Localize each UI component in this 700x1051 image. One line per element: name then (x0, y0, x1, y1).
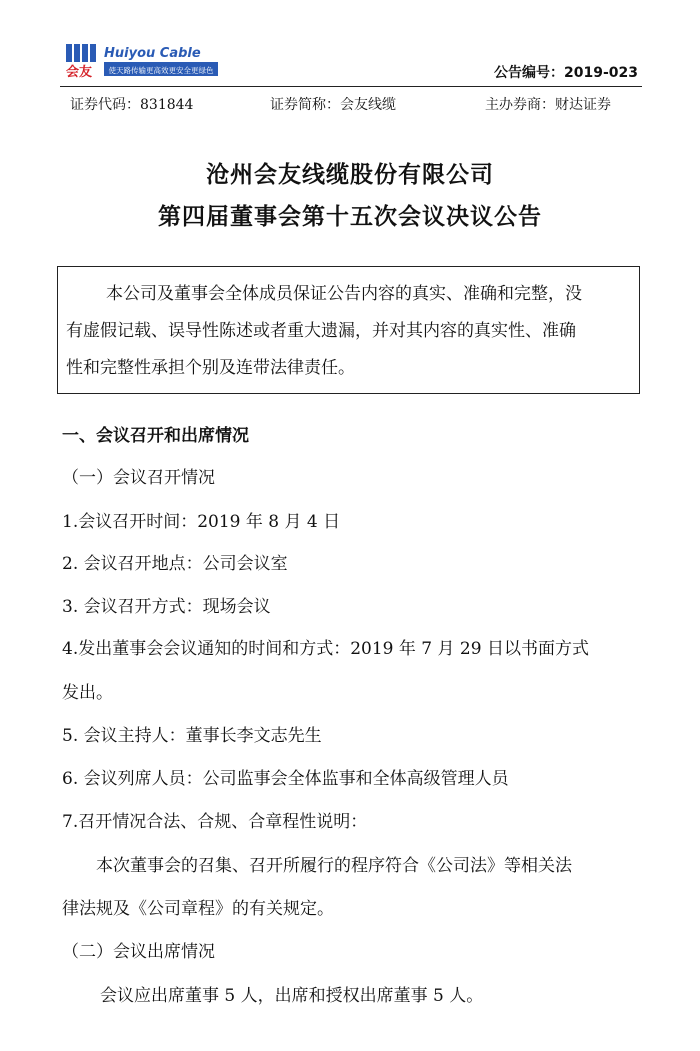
sponsor-broker: 主办券商：财达证券 (485, 97, 611, 113)
logo-brand-text: Huiyou Cable (104, 46, 201, 61)
notice-time-method-cont: 发出。 (62, 683, 113, 703)
header-divider (60, 86, 642, 87)
meeting-attendees: 6. 会议列席人员：公司监事会全体监事和全体高级管理人员 (62, 769, 509, 789)
subsection-heading: （二）会议出席情况 (62, 942, 215, 962)
notice-time-method: 4.发出董事会会议通知的时间和方式：2019 年 7 月 29 日以书面方式 (62, 639, 589, 659)
meeting-method: 3. 会议召开方式：现场会议 (62, 597, 271, 617)
compliance-paragraph: 本次董事会的召集、召开所履行的程序符合《公司法》等相关法 (96, 856, 572, 876)
section-heading: 一、会议召开和出席情况 (62, 426, 249, 446)
compliance-paragraph-cont: 律法规及《公司章程》的有关规定。 (62, 899, 334, 919)
securities-code: 证券代码：831844 (70, 97, 194, 113)
meeting-host: 5. 会议主持人：董事长李文志先生 (62, 726, 322, 746)
securities-abbreviation: 证券简称：会友线缆 (270, 97, 396, 113)
disclaimer-line: 有虚假记载、误导性陈述或者重大遗漏，并对其内容的真实性、准确 (66, 321, 576, 341)
disclaimer-box (57, 266, 640, 394)
subsection-heading: （一）会议召开情况 (62, 468, 215, 488)
meeting-time: 1.会议召开时间：2019 年 8 月 4 日 (62, 512, 341, 532)
attendance-statement: 会议应出席董事 5 人，出席和授权出席董事 5 人。 (100, 986, 484, 1006)
compliance-statement: 7.召开情况合法、合规、合章程性说明： (62, 812, 368, 832)
meeting-location: 2. 会议召开地点：公司会议室 (62, 554, 288, 574)
logo-cn-text: 会友 (66, 65, 93, 80)
disclaimer-line: 本公司及董事会全体成员保证公告内容的真实、准确和完整，没 (106, 284, 582, 304)
disclaimer-line: 性和完整性承担个别及连带法律责任。 (66, 358, 355, 378)
announcement-title: 第四届董事会第十五次会议决议公告 (158, 203, 542, 230)
notice-number: 公告编号：2019-023 (494, 65, 638, 81)
company-title: 沧州会友线缆股份有限公司 (206, 161, 494, 188)
company-logo (62, 42, 222, 82)
logo-slogan-text: 使天路传输更高效更安全更绿色 (108, 66, 214, 75)
